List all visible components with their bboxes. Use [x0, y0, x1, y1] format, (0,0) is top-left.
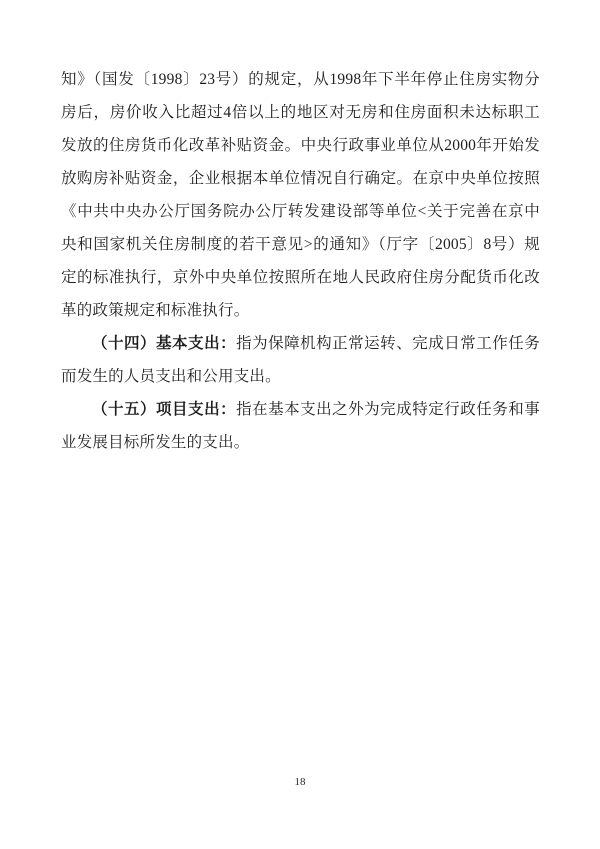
text-line — [61, 195, 540, 228]
text-line — [61, 393, 540, 426]
text-line — [61, 426, 540, 459]
text-line — [61, 162, 540, 195]
text-line-content: 《中共中央办公厅国务院办公厅转发建设部等单位<关于完善在京中 — [61, 203, 540, 220]
text-line-content: 知》（国发〔1998〕23号）的规定，从1998年下半年停止住房实物分 — [61, 71, 540, 88]
text-line — [61, 63, 540, 96]
text-line-content: 发放的住房货币化改革补贴资金。中央行政事业单位从2000年开始发 — [61, 137, 540, 154]
text-line — [61, 360, 540, 393]
text-line-content: 定的标准执行，京外中央单位按照所在地人民政府住房分配货币化改 — [61, 269, 540, 286]
text-line — [61, 294, 540, 327]
text-line-content: 放购房补贴资金，企业根据本单位情况自行确定。在京中央单位按照 — [61, 170, 540, 187]
text-line — [61, 327, 540, 360]
document-body — [61, 63, 540, 459]
text-line-content: 业发展目标所发生的支出。 — [61, 434, 250, 451]
text-line-content: 房后，房价收入比超过4倍以上的地区对无房和住房面积未达标职工 — [61, 104, 540, 121]
text-line-content: 革的政策规定和标准执行。 — [61, 302, 250, 319]
page-number: 18 — [294, 776, 306, 788]
text-line — [61, 96, 540, 129]
text-line-content: 指在基本支出之外为完成特定行政任务和事 — [236, 401, 540, 418]
text-line — [61, 228, 540, 261]
text-line-bold-label: （十五）项目支出： — [92, 401, 237, 418]
text-line-bold-label: （十四）基本支出： — [92, 335, 237, 352]
text-line — [61, 129, 540, 162]
text-line-content: 央和国家机关住房制度的若干意见>的通知》（厅字〔2005〕8号）规 — [61, 236, 540, 253]
text-line-content: 而发生的人员支出和公用支出。 — [61, 368, 281, 385]
text-line-content: 指为保障机构正常运转、完成日常工作任务 — [236, 335, 540, 352]
text-line — [61, 261, 540, 294]
